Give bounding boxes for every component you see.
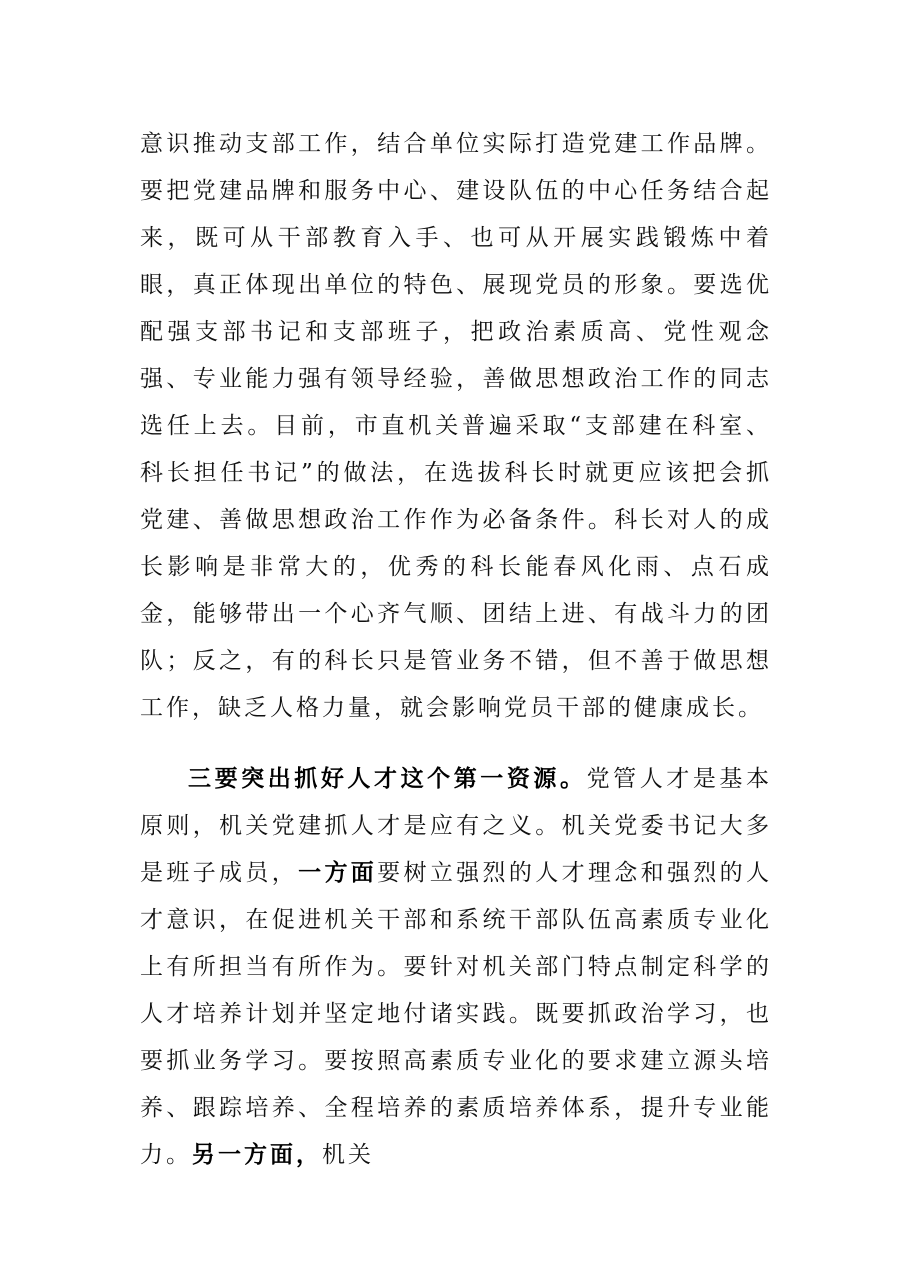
paragraph-2 — [140, 756, 772, 1179]
paragraph-2-text-b: 要树立强烈的人才理念和强烈的人才意识，在促进机关干部和系统干部队伍高素质专业化上有所担当有所作为。要针对机关部门特点制定科学的人才培养计划并坚定地付诸实践。既要抓政治学习，也要抓业务学习。要按照高素质专业化的要求建立源头培养、跟踪培养、全程培养的素质培养体系，提升专业能力。 — [140, 860, 773, 1168]
bold-one-side: 一方面 — [298, 860, 378, 886]
paragraph-1: 意识推动支部工作，结合单位实际打造党建工作品牌。要把党建品牌和服务中心、建设队伍的中心任务结合起来，既可从干部教育入手、也可从开展实践锻炼中着眼，真正体现出单位的特色、展现党员的形象。要选优配强支部书记和支部班子，把政治素质高、党性观念强、专业能力强有领导经验，善做思想政治工作的同志选任上去。目前，市直机关普遍采取“支部建在科室、科长担任书记”的做法，在选拔科长时就更应该把会抓党建、善做思想政治工作作为必备条件。科长对人的成长影响是非常大的，优秀的科长能春风化雨、点石成金，能够带出一个心齐气顺、团结上进、有战斗力的团队；反之，有的科长只是管业务不错，但不善于做思想工作，缺乏人格力量，就会影响党员干部的健康成长。 — [140, 131, 772, 721]
paragraph-2-text-c: 机关 — [322, 1142, 374, 1168]
section-heading: 三要突出抓好人才这个第一资源。 — [188, 766, 587, 792]
paragraph-2-text-a: 党管人才是基本原则，机关党建抓人才是应有之义。机关党委书记大多是班子成员， — [140, 766, 773, 886]
bold-other-side: 另一方面， — [192, 1142, 322, 1168]
